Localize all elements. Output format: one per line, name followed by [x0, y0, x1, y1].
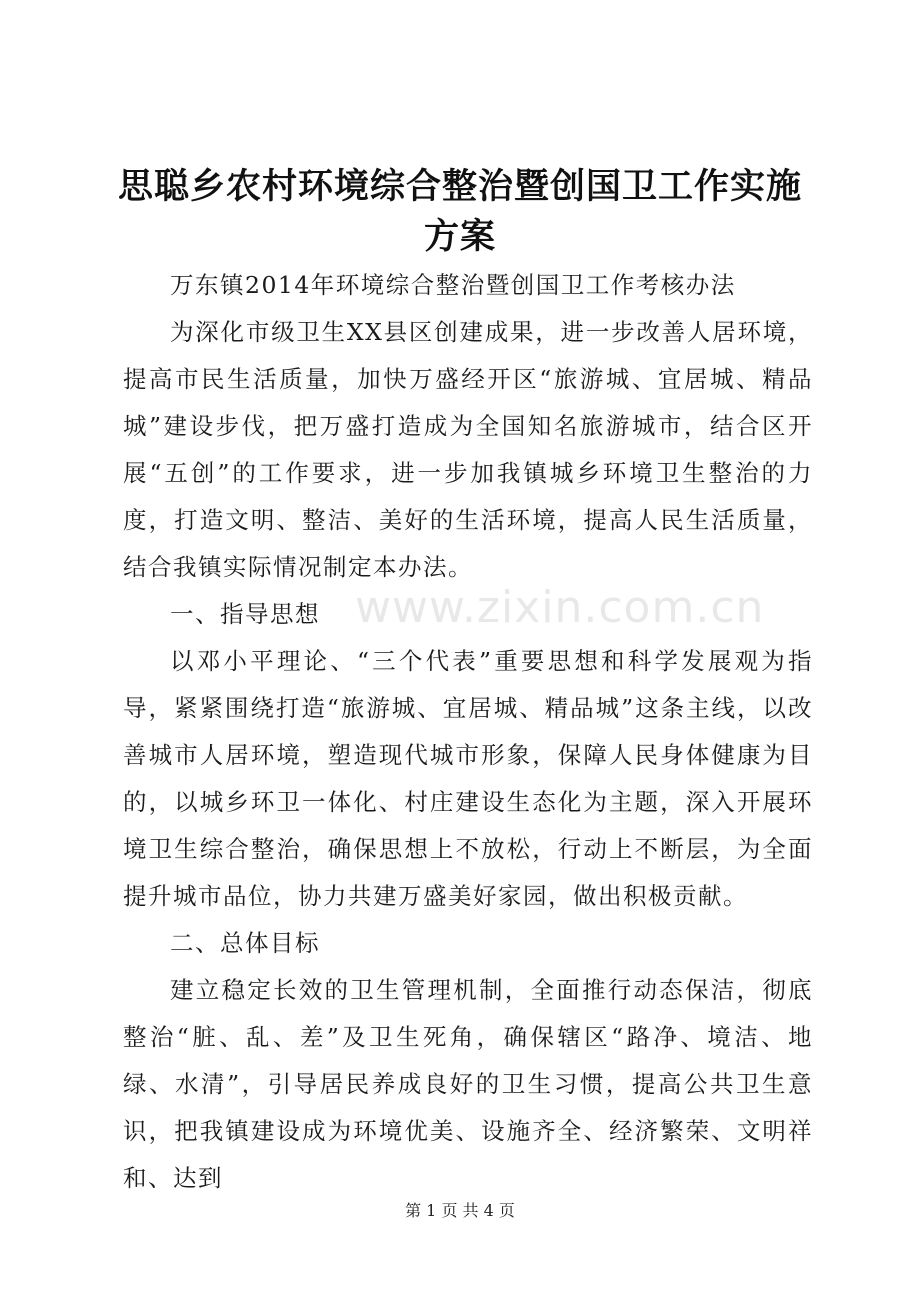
paragraph-guiding-ideology: 以邓小平理论、“三个代表”重要思想和科学发展观为指导，紧紧围绕打造“旅游城、宜居城、精品城”这条主线，以改善城市人居环境，塑造现代城市形象，保障人民身体健康为目的，以城乡环卫一体化、村庄建设生态化为主题，深入开展环境卫生综合整治，确保思想上不放松，行动上不断层，为全面提升城市品位，协力共建万盛美好家园，做出积极贡献。 — [123, 647, 813, 910]
page-footer: 第 1 页 共 4 页 — [405, 1201, 515, 1220]
document-title: 思聪乡农村环境综合整治暨创国卫工作实施方案 — [117, 167, 802, 257]
paragraph-intro: 为深化市级卫生XX县区创建成果，进一步改善人居环境，提高市民生活质量，加快万盛经开区“旅游城、宜居城、精品城”建设步伐，把万盛打造成为全国知名旅游城市，结合区开展“五创”的工作要求，进一步加我镇城乡环境卫生整治的力度，打造文明、整洁、美好的生活环境，提高人民生活质量，结合我镇实际情况制定本办法。 — [123, 318, 813, 581]
paragraph-overall-goal: 建立稳定长效的卫生管理机制，全面推行动态保洁，彻底整治“脏、乱、差”及卫生死角，确保辖区“路净、境洁、地绿、水清”，引导居民养成良好的卫生习惯，提高公共卫生意识，把我镇建设成为环境优美、设施齐全、经济繁荣、文明祥和、达到 — [123, 976, 813, 1192]
paragraph-subtitle: 万东镇2014年环境综合整治暨创国卫工作考核办法 — [170, 271, 736, 299]
document-body — [123, 262, 813, 1202]
watermark: www.zixin.com.cn — [355, 582, 765, 633]
section-heading-guiding-ideology: 一、指导思想 — [170, 600, 320, 628]
section-heading-overall-goal: 二、总体目标 — [170, 929, 320, 957]
